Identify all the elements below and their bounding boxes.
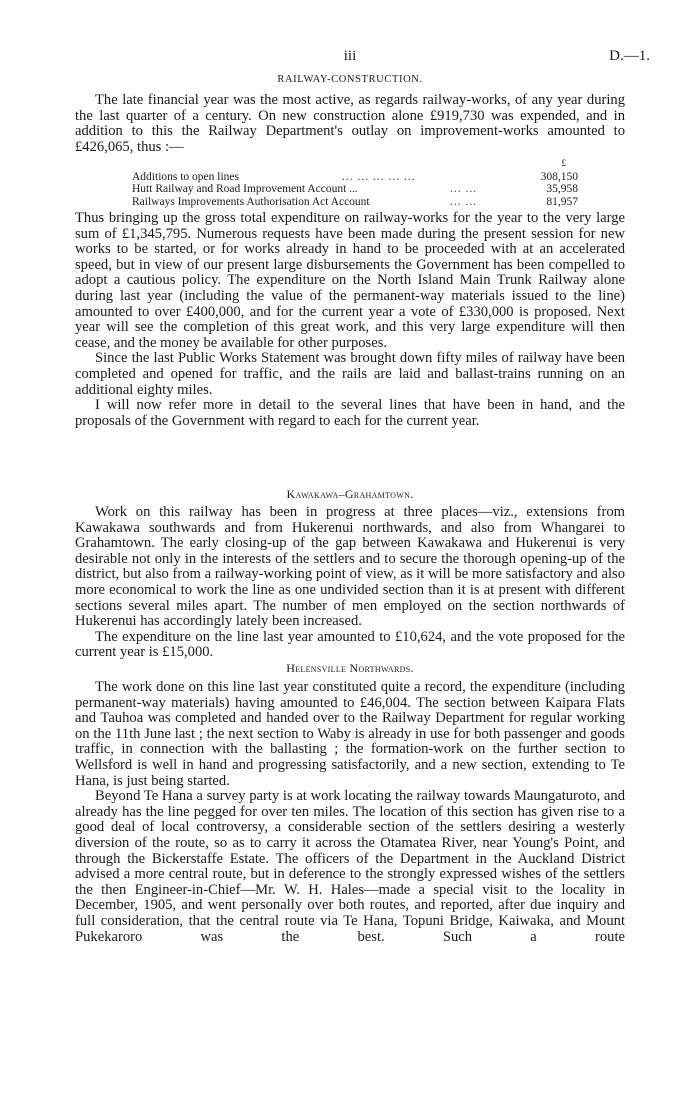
paragraph: The late financial year was the most active, as regards railway-works, of any year during the last quarter of a century. On new construction alone £919,730 was expended, and in addition to this the Railway Department's outlay on improvement-works amounted to £426,065, thus :—	[75, 92, 625, 155]
table-row-value: 35,958	[546, 183, 578, 195]
paragraph: Work on this railway has been in progress at three places—viz., extensions from Kawakawa southwards and from Hukerenui northwards, and also from Whangarei to Grahamtown. The early closing-up of the gap between Kawakawa and Hukerenui is very desirable not only in the interests of the settlers and to secure the thorough opening-up of the district, but also from a railway-working point of view, as it will be more satisfactory and also more economical to work the line as one undivided section than it is at present with different sections several miles apart. The number of men employed on the section northwards of Hukerenui has accordingly lately been increased.	[75, 504, 625, 630]
page-number: iii	[343, 48, 357, 64]
table-row-leader: ... ...	[450, 183, 478, 195]
table-row-label: Railways Improvements Authorisation Act Account	[132, 195, 370, 208]
paragraph: Thus bringing up the gross total expenditure on railway-works for the year to the very large sum of £1,345,795. Numerous requests have been made during the present session for new works to be started, or for works already in hand to be proceeded with at an accelerated speed, but in view of our present large disbursements the Government has been compelled to adopt a cautious policy. The expenditure on the North Island Main Trunk Railway alone during last year (including the value of the permanent-way materials issued to the line) amounted to over £400,000, and for the current year a vote of £330,000 is proposed. Next year will see the completion of this great work, and this very large expenditure will then cease, and the money be available for other purposes.	[75, 210, 625, 351]
section-railway-construction-body	[75, 211, 625, 429]
table-row	[132, 171, 578, 184]
paragraph: The expenditure on the line last year amounted to £10,624, and the vote proposed for the current year is £15,000.	[75, 628, 625, 661]
document-reference: D.—1.	[609, 48, 650, 64]
section-helensville-northwards-body	[75, 680, 625, 945]
table-row-value: 81,957	[546, 195, 578, 208]
paragraph: The work done on this line last year constituted quite a record, the expenditure (including permanent-way materials) having amounted to £46,004. The section between Kaipara Flats and Tauhoa was completed and handed over to the Railway Department for regular working on the 11th June last ; the next section to Waby is already in use for both passenger and goods traffic, in connection with the ballasting ; the formation-work on the further section to Wellsford is well in hand and progressing satisfactorily, and a new section, extending to Te Hana, is just being started.	[75, 679, 625, 789]
table-row-leader: ... ... ... ... ...	[342, 170, 416, 183]
table-row-value: 308,150	[540, 170, 578, 183]
paragraph: I will now refer more in detail to the several lines that have been in hand, and the proposals of the Government with regard to each for the current year.	[75, 397, 625, 429]
section-title-helensville-northwards: Helensville Northwards.	[286, 661, 414, 675]
currency-unit: £	[561, 158, 566, 168]
table-row-label: Additions to open lines	[132, 170, 240, 183]
improvement-works-table	[132, 158, 578, 208]
table-row-leader: ... ...	[450, 195, 478, 208]
section-title-kawakawa-grahamtown: Kawakawa–Grahamtown.	[286, 487, 414, 501]
table-unit-row	[132, 158, 578, 171]
section-title-railway-construction: RAILWAY-CONSTRUCTION.	[277, 74, 423, 85]
table-row	[132, 183, 578, 196]
table-row-label: Hutt Railway and Road Improvement Account ...	[132, 183, 358, 195]
paragraph: Since the last Public Works Statement was brought down fifty miles of railway have been completed and opened for traffic, and the rails are laid and ballast-trains running on an additional eighty miles.	[75, 350, 625, 398]
section-railway-construction-intro	[75, 93, 625, 155]
table-row	[132, 196, 578, 209]
section-kawakawa-grahamtown-body	[75, 505, 625, 661]
paragraph: Beyond Te Hana a survey party is at work locating the railway towards Maungaturoto, and already has the line pegged for over ten miles. The location of this section has given rise to a good deal of local controversy, a considerable section of the settlers desiring a westerly diversion of the route, so as to carry it across the Otamatea River, near Young's Point, and through the Bickerstaffe Estate. The officers of the Department in the Auckland District advised a more central route, but in deference to the strongly expressed wishes of the settlers the then Engineer-in-Chief—Mr. W. H. Hales—made a special visit to the locality in December, 1905, and went personally over both routes, and reported, after due inquiry and full consideration, that the central route via Te Hana, Topuni Bridge, Kaiwaka, and Mount Pukekaroro was the best. Such a route	[75, 788, 625, 945]
